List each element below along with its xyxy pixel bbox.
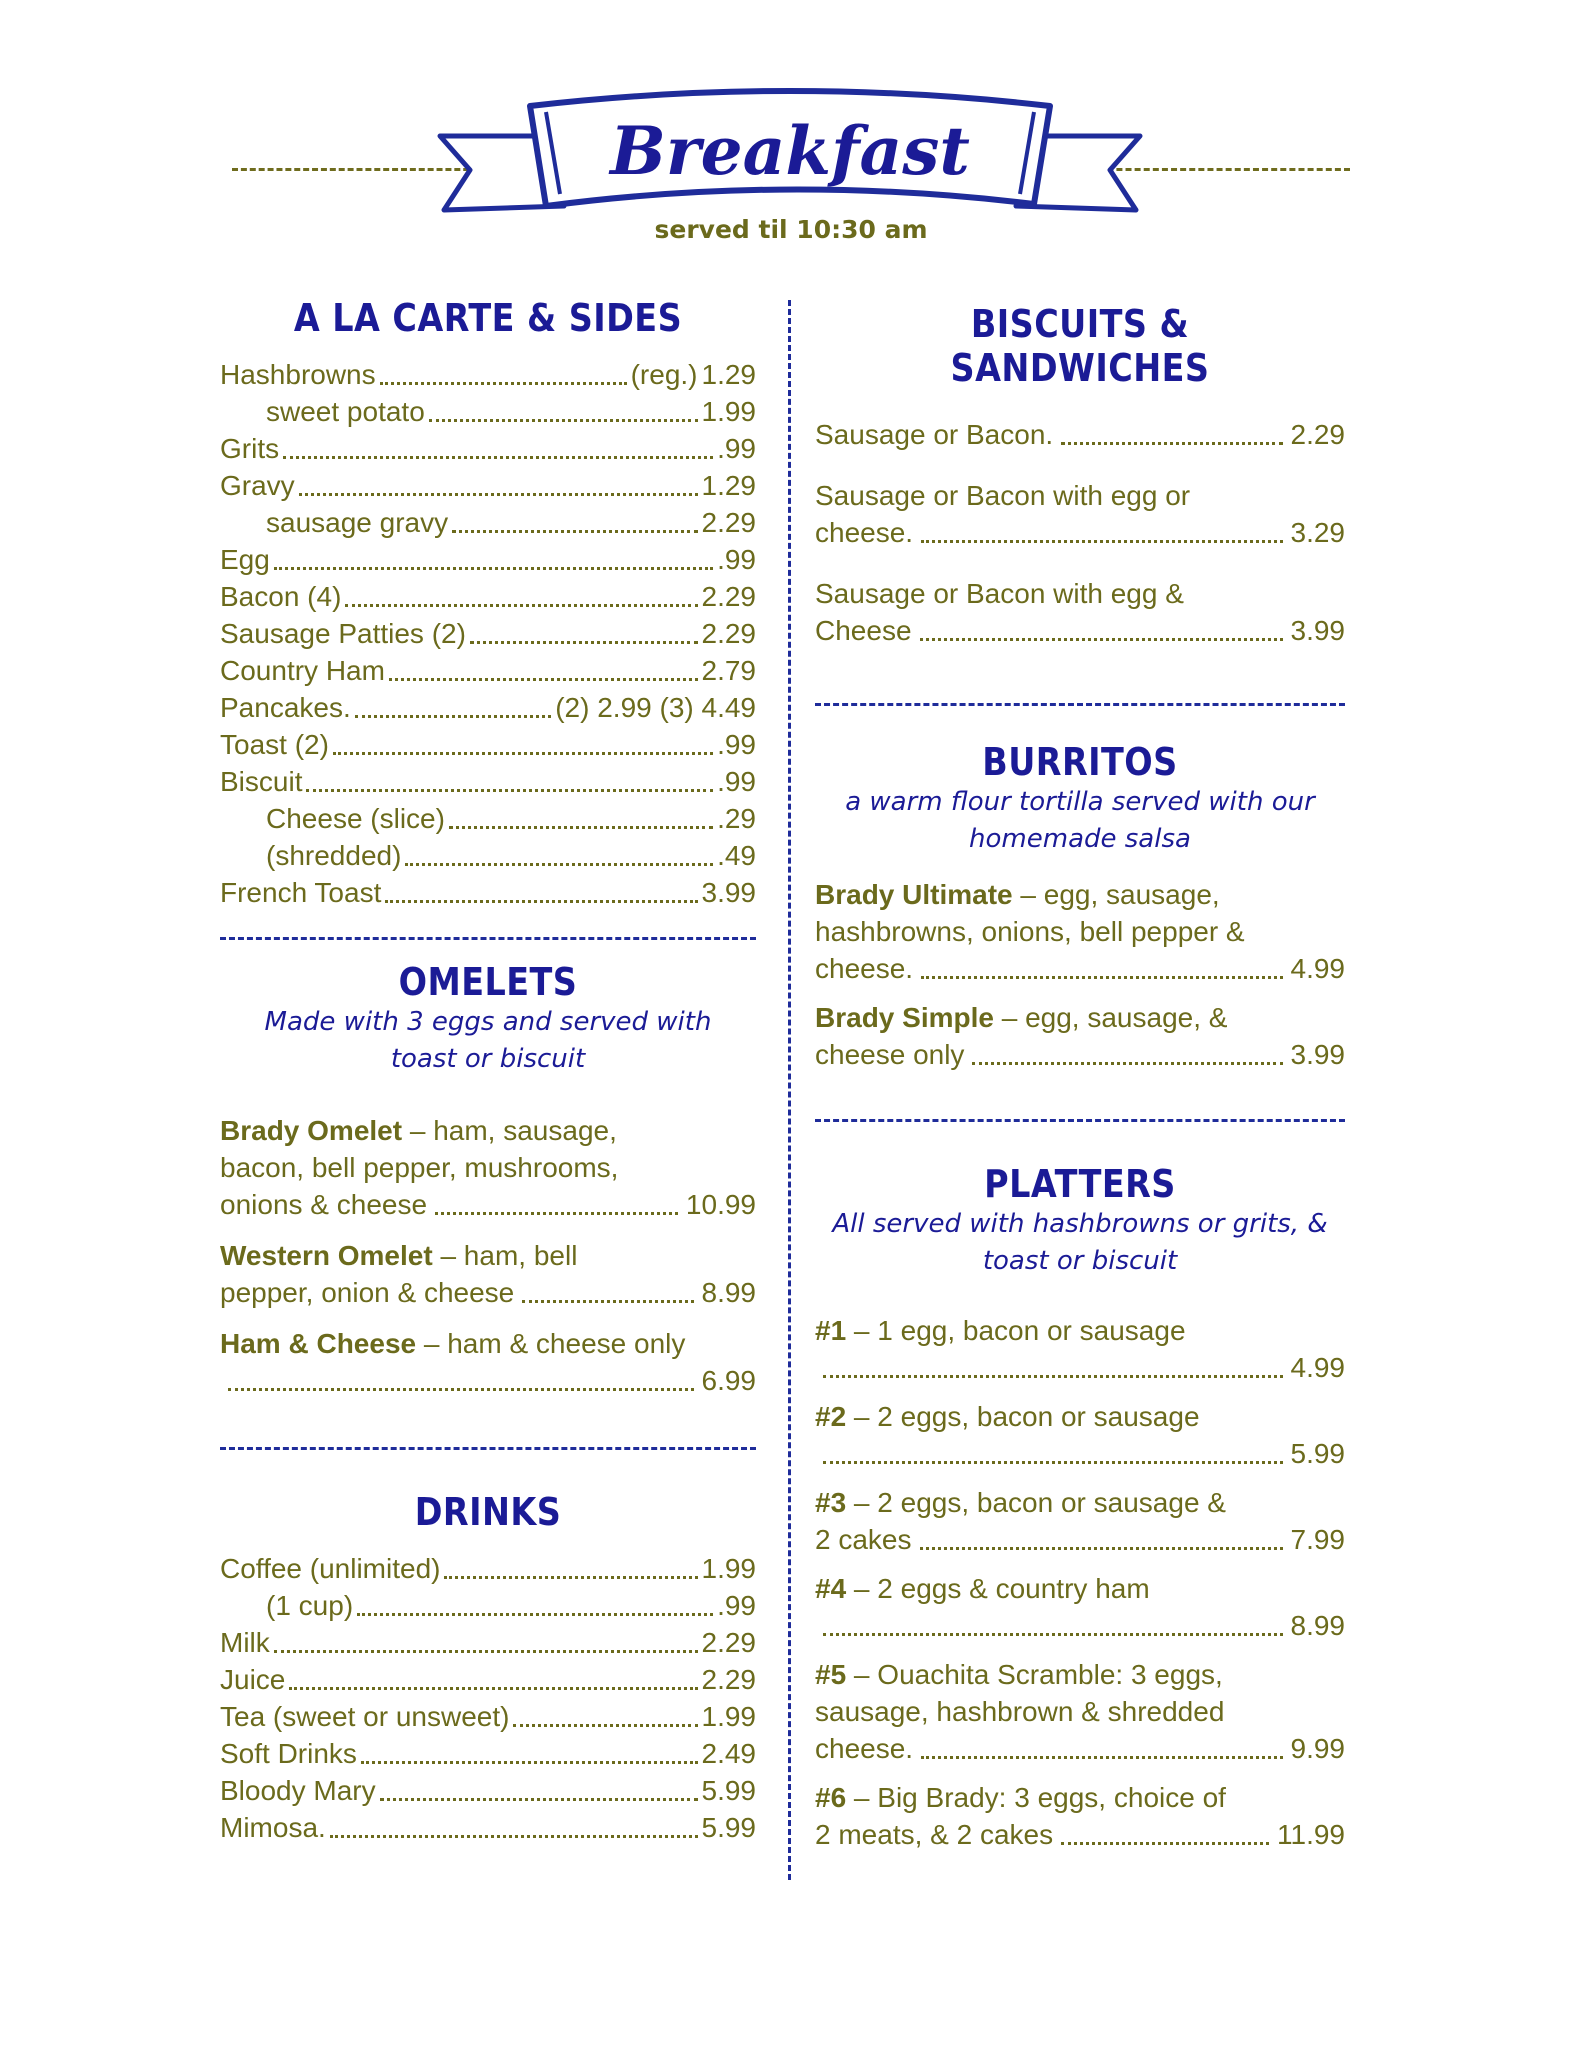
drinks-title: DRINKS (414, 1490, 562, 1534)
menu-item-row (220, 1772, 756, 1809)
burritos-list (815, 876, 1345, 1073)
dot-leader (274, 567, 713, 570)
item-name: Brady Ultimate (815, 879, 1013, 910)
menu-item-row (220, 1661, 756, 1698)
item-name: Brady Omelet (220, 1115, 403, 1146)
item-price: 1.29 (701, 359, 756, 390)
item-price-line (815, 1730, 1345, 1767)
item-price: 3.99 (1290, 615, 1345, 646)
item-price: 3.29 (1290, 517, 1345, 548)
item-price: 6.99 (701, 1365, 756, 1396)
dot-leader (289, 1687, 697, 1690)
item-price: 4.99 (1290, 953, 1345, 984)
menu-item-row (220, 578, 756, 615)
dot-leader (823, 1633, 1283, 1636)
item-price: .99 (717, 1590, 756, 1621)
item-name: Tea (sweet or unsweet) (220, 1701, 510, 1732)
menu-item-block (815, 477, 1345, 551)
item-price: 5.99 (1290, 1438, 1345, 1469)
item-price-line (815, 1816, 1345, 1853)
biscuits-title-line1: BISCUITS & (970, 302, 1190, 346)
dot-leader (920, 1547, 1283, 1550)
item-description-end: cheese. (815, 953, 914, 984)
menu-item-block (220, 1325, 756, 1399)
item-price: 2.29 (701, 1664, 756, 1695)
item-price: 2.49 (701, 1738, 756, 1769)
dot-leader (274, 1650, 698, 1653)
item-name: Gravy (220, 470, 295, 501)
item-name: Egg (220, 544, 270, 575)
item-first-line (815, 1312, 1345, 1349)
menu-item-block (220, 1237, 756, 1311)
item-name: #2 (815, 1401, 847, 1432)
item-description: – ham & cheese only (416, 1328, 686, 1359)
drinks-list (220, 1550, 756, 1846)
dot-leader (283, 456, 713, 459)
item-description-end: 2 meats, & 2 cakes (815, 1819, 1054, 1850)
item-first-line (220, 1237, 756, 1274)
item-name: Sausage or Bacon. (815, 419, 1054, 450)
biscuits-title-line2: SANDWICHES (950, 346, 1210, 390)
item-price: 5.99 (701, 1775, 756, 1806)
menu-item-row (220, 874, 756, 911)
menu-item-row (220, 430, 756, 467)
burritos-subtitle: a warm flour tortilla served with our homemade salsa (845, 787, 1315, 854)
dot-leader (921, 1756, 1282, 1759)
item-price: .99 (717, 544, 756, 575)
item-first-line (815, 1484, 1345, 1521)
item-description: – Big Brady: 3 eggs, choice of (846, 1782, 1226, 1813)
dot-leader (355, 715, 551, 718)
item-price: (2) 2.99 (3) 4.49 (555, 692, 756, 723)
item-price: .99 (717, 766, 756, 797)
item-price: 2.29 (701, 1627, 756, 1658)
menu-item-row (220, 467, 756, 504)
item-name: Sausage or Bacon with egg & (815, 578, 1184, 609)
item-price-line (815, 950, 1345, 987)
item-name: Soft Drinks (220, 1738, 357, 1769)
item-price: 9.99 (1290, 1733, 1345, 1764)
item-name: Sausage or Bacon with egg or (815, 480, 1191, 511)
menu-item-block (815, 1656, 1345, 1767)
item-name: Sausage Patties (2) (220, 618, 466, 649)
item-price: .99 (717, 729, 756, 760)
menu-item-row (220, 504, 756, 541)
item-price: 1.29 (701, 470, 756, 501)
dot-leader (513, 1724, 697, 1727)
item-name: Brady Simple (815, 1002, 994, 1033)
item-price: .49 (717, 840, 756, 871)
dot-leader (429, 419, 698, 422)
item-price-line (815, 1607, 1345, 1644)
platters-list (815, 1312, 1345, 1853)
dot-leader (823, 1375, 1283, 1378)
menu-item-row (220, 356, 756, 393)
platters-title: PLATTERS (984, 1162, 1176, 1206)
item-name: (1 cup) (266, 1590, 354, 1621)
item-price: 1.99 (701, 1553, 756, 1584)
menu-item-block (815, 876, 1345, 987)
item-name: #5 (815, 1659, 847, 1690)
item-price-line (815, 612, 1345, 649)
item-price: 10.99 (685, 1189, 756, 1220)
item-description-end: cheese. (815, 517, 914, 548)
item-note: (reg.) (630, 359, 698, 390)
item-name: Milk (220, 1627, 270, 1658)
dot-leader (228, 1388, 694, 1391)
item-price: 3.99 (1290, 1039, 1345, 1070)
item-name: #1 (815, 1315, 847, 1346)
item-price: 1.99 (701, 396, 756, 427)
item-description-end: 2 cakes (815, 1524, 912, 1555)
dot-leader (921, 976, 1282, 979)
dot-leader (333, 752, 713, 755)
item-price: 7.99 (1290, 1524, 1345, 1555)
item-price: 3.99 (701, 877, 756, 908)
dot-leader (380, 382, 627, 385)
menu-item-row (220, 541, 756, 578)
item-name: Toast (2) (220, 729, 329, 760)
item-price-line (815, 416, 1345, 453)
item-description: – egg, sausage, (1012, 879, 1220, 910)
item-price: 1.99 (701, 1701, 756, 1732)
right-column (815, 0, 1345, 1865)
item-price: .29 (717, 803, 756, 834)
item-first-line (815, 1398, 1345, 1435)
menu-item-row (220, 1698, 756, 1735)
item-description: – 1 egg, bacon or sausage (846, 1315, 1186, 1346)
item-description-line: hashbrowns, onions, bell pepper & (815, 916, 1245, 947)
menu-item-row (220, 1735, 756, 1772)
dot-leader (306, 789, 713, 792)
item-first-line (220, 1112, 756, 1149)
item-name: French Toast (220, 877, 382, 908)
item-first-line (815, 1570, 1345, 1607)
menu-item-row (220, 1809, 756, 1846)
burritos-title: BURRITOS (982, 740, 1178, 784)
menu-item-row (220, 615, 756, 652)
dot-leader (389, 678, 698, 681)
item-name: #3 (815, 1487, 847, 1518)
menu-item-row (220, 652, 756, 689)
item-name: Juice (220, 1664, 286, 1695)
item-price: 2.29 (701, 507, 756, 538)
dot-leader (449, 826, 713, 829)
item-description-line: bacon, bell pepper, mushrooms, (220, 1152, 619, 1183)
item-price: 8.99 (1290, 1610, 1345, 1641)
item-price-line (815, 1036, 1345, 1073)
banner-title: Breakfast (610, 112, 970, 190)
menu-item-row (220, 689, 756, 726)
item-name: Ham & Cheese (220, 1328, 417, 1359)
item-price-line (220, 1186, 756, 1223)
item-price-line (220, 1362, 756, 1399)
menu-item-row (220, 1624, 756, 1661)
dot-leader (444, 1576, 697, 1579)
dot-leader (1061, 442, 1282, 445)
item-price-line (815, 514, 1345, 551)
menu-item-block (815, 416, 1345, 453)
menu-item-block (815, 1570, 1345, 1644)
item-price: 2.79 (701, 655, 756, 686)
dot-leader (470, 641, 698, 644)
item-description: – egg, sausage, & (993, 1002, 1228, 1033)
item-description-end: onions & cheese (220, 1189, 428, 1220)
item-name: Pancakes. (220, 692, 351, 723)
item-price: 2.29 (701, 618, 756, 649)
menu-item-row (220, 763, 756, 800)
item-price: .99 (717, 433, 756, 464)
item-description-end: Cheese (815, 615, 912, 646)
left-column (220, 0, 756, 1846)
item-price-line (815, 1435, 1345, 1472)
item-name: #4 (815, 1573, 847, 1604)
item-first-line (220, 1325, 756, 1362)
item-price: 8.99 (701, 1277, 756, 1308)
item-name: Biscuit (220, 766, 303, 797)
column-divider (788, 300, 791, 1880)
menu-item-row (220, 726, 756, 763)
menu-item-row (220, 393, 756, 430)
item-name: Hashbrowns (220, 359, 376, 390)
item-price-line (220, 1274, 756, 1311)
item-name: Mimosa. (220, 1812, 326, 1843)
item-price-line (815, 1349, 1345, 1386)
menu-item-block (815, 575, 1345, 649)
item-first-line (815, 1779, 1345, 1816)
dot-leader (921, 540, 1282, 543)
dot-leader (522, 1300, 693, 1303)
item-name: Bloody Mary (220, 1775, 376, 1806)
item-description-line: sausage, hashbrown & shredded (815, 1696, 1225, 1727)
item-description-end: cheese only (815, 1039, 965, 1070)
menu-item-row (220, 800, 756, 837)
menu-item-row (220, 837, 756, 874)
menu-item-block (220, 1112, 756, 1223)
item-price: 2.29 (701, 581, 756, 612)
dot-leader (345, 604, 697, 607)
item-price: 4.99 (1290, 1352, 1345, 1383)
item-price: 2.29 (1290, 419, 1345, 450)
item-name: sweet potato (266, 396, 425, 427)
dot-leader (405, 863, 713, 866)
dot-leader (357, 1613, 713, 1616)
item-description: – ham, bell (432, 1240, 578, 1271)
ala-carte-title: A LA CARTE & SIDES (293, 296, 683, 340)
item-description-end: cheese. (815, 1733, 914, 1764)
omelets-list (220, 1112, 756, 1399)
dot-leader (385, 900, 697, 903)
dot-leader (299, 493, 698, 496)
header-subtitle: served til 10:30 am (654, 215, 928, 244)
item-first-line (815, 1656, 1345, 1693)
dot-leader (972, 1062, 1282, 1065)
platters-subtitle: All served with hashbrowns or grits, & toast or biscuit (832, 1209, 1328, 1276)
item-description: – 2 eggs, bacon or sausage & (846, 1487, 1226, 1518)
item-description: – ham, sausage, (402, 1115, 617, 1146)
omelets-title: OMELETS (398, 960, 578, 1004)
menu-item-block (815, 1484, 1345, 1558)
dot-leader (380, 1798, 698, 1801)
item-description: – Ouachita Scramble: 3 eggs, (846, 1659, 1223, 1690)
dot-leader (361, 1761, 698, 1764)
item-description: – 2 eggs & country ham (846, 1573, 1150, 1604)
dot-leader (823, 1461, 1283, 1464)
dot-leader (330, 1835, 698, 1838)
item-name: Coffee (unlimited) (220, 1553, 441, 1584)
item-description-end: pepper, onion & cheese (220, 1277, 515, 1308)
item-first-line (815, 999, 1345, 1036)
menu-item-row (220, 1550, 756, 1587)
ala-carte-list (220, 356, 756, 911)
omelets-subtitle: Made with 3 eggs and served with toast or biscuit (264, 1007, 712, 1074)
item-name: Grits (220, 433, 280, 464)
item-name: (shredded) (266, 840, 402, 871)
item-name: sausage gravy (266, 507, 449, 538)
item-description: – 2 eggs, bacon or sausage (846, 1401, 1200, 1432)
dot-leader (452, 530, 697, 533)
item-price: 5.99 (701, 1812, 756, 1843)
item-name: Western Omelet (220, 1240, 433, 1271)
biscuits-list (815, 416, 1345, 649)
menu-item-block (815, 1779, 1345, 1853)
dot-leader (1061, 1842, 1269, 1845)
item-name: #6 (815, 1782, 847, 1813)
menu-item-block (815, 999, 1345, 1073)
menu-item-block (815, 1312, 1345, 1386)
dot-leader (920, 638, 1283, 641)
menu-item-block (815, 1398, 1345, 1472)
item-price: 11.99 (1277, 1819, 1345, 1850)
item-first-line (815, 876, 1345, 913)
menu-item-row (220, 1587, 756, 1624)
item-price-line (815, 1521, 1345, 1558)
dot-leader (435, 1212, 678, 1215)
item-name: Cheese (slice) (266, 803, 445, 834)
item-name: Bacon (4) (220, 581, 342, 612)
item-name: Country Ham (220, 655, 385, 686)
